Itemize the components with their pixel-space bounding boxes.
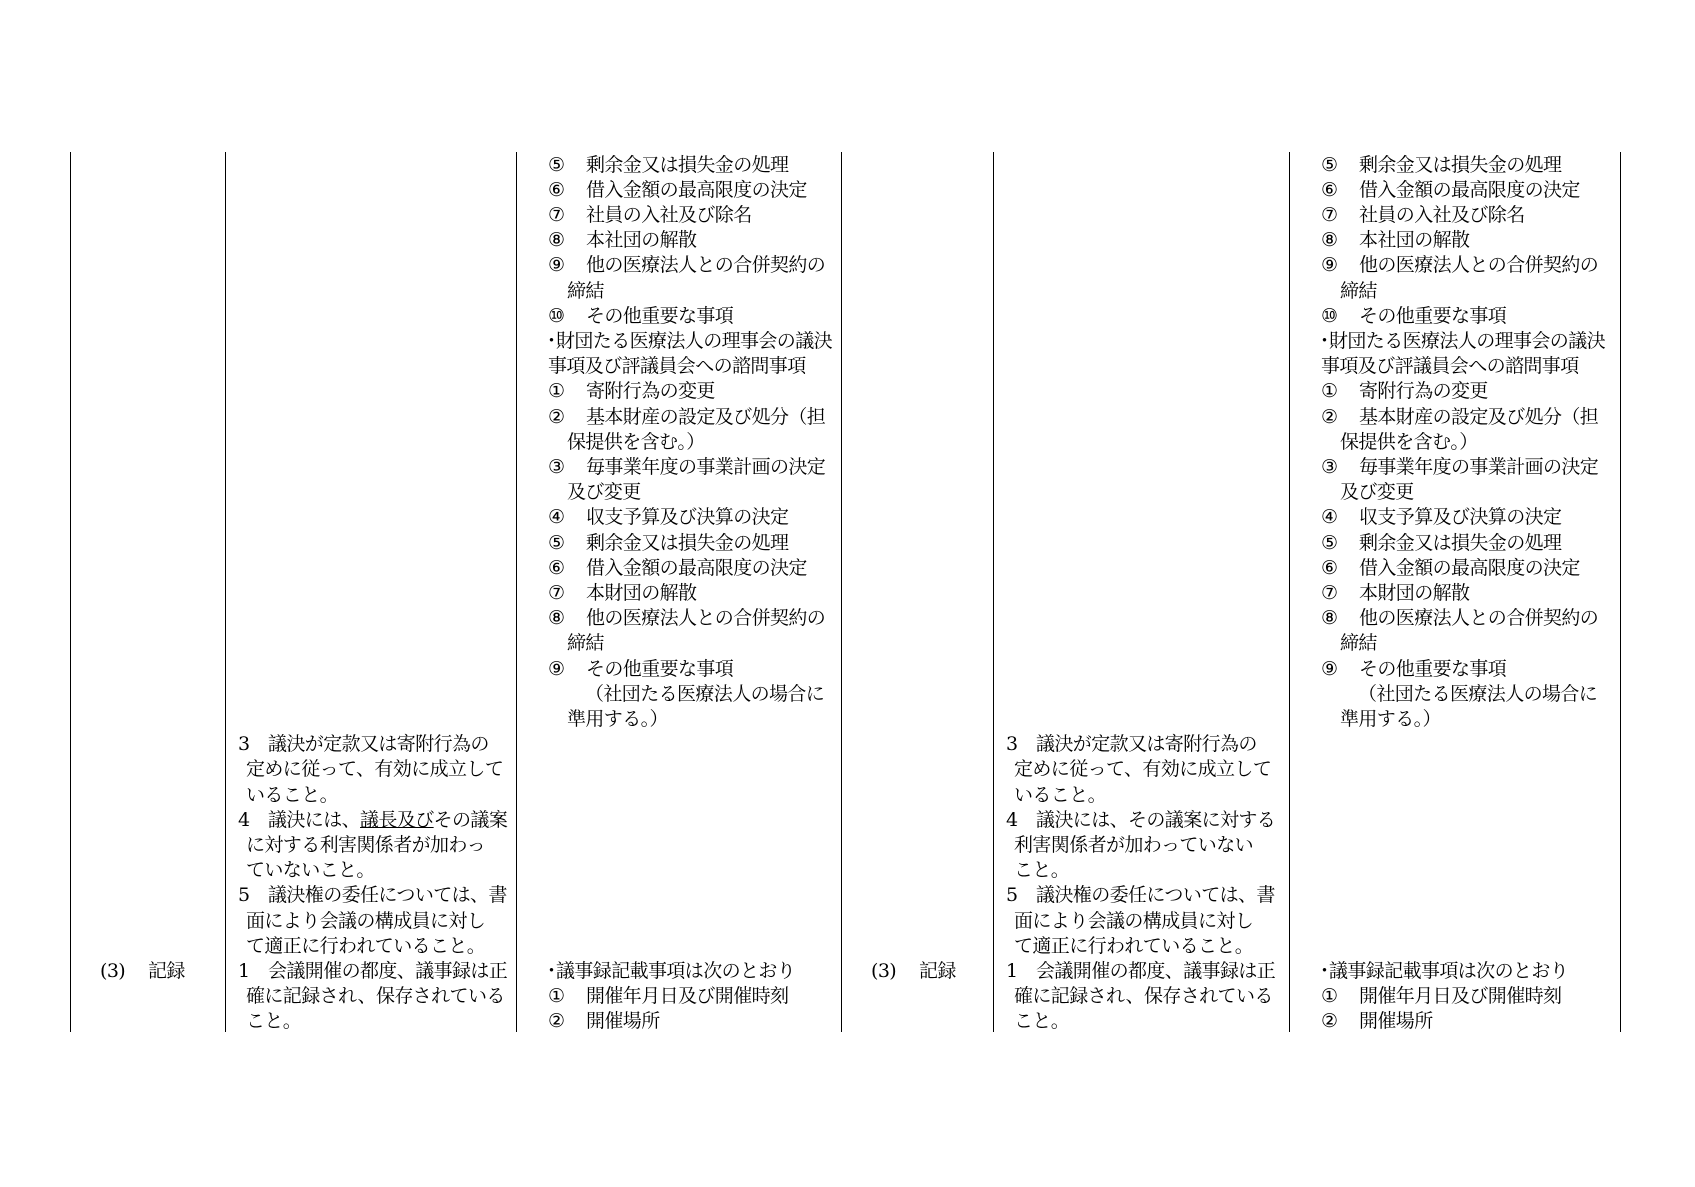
item-text-line: 保提供を含む。） xyxy=(1340,430,1478,453)
item-text-line: て適正に行われていること。 xyxy=(246,934,486,957)
item-text-line: 他の医療法人との合併契約の xyxy=(1359,254,1599,277)
item-text-line: 議決が定款又は寄附行為の xyxy=(268,733,489,756)
item-text-line: 寄附行為の変更 xyxy=(586,380,715,403)
table-column-rule xyxy=(993,152,994,1032)
item-number: ⑤ xyxy=(1321,153,1338,176)
item-number: ③ xyxy=(1321,455,1338,478)
item-number: 5 xyxy=(1006,884,1018,907)
bullet-mark: ・ xyxy=(1315,329,1334,352)
item-text-line: 議決権の委任については、書 xyxy=(1036,884,1275,907)
item-text-line: 借入金額の最高限度の決定 xyxy=(1359,178,1580,201)
item-text-line: 財団たる医療法人の理事会の議決 xyxy=(556,329,833,352)
item-text-line: 記録 xyxy=(148,959,185,982)
item-number: 4 xyxy=(1006,808,1018,831)
item-text-line: 本社団の解散 xyxy=(1359,229,1470,252)
item-number: ② xyxy=(548,1010,565,1033)
item-number: ④ xyxy=(1321,506,1338,529)
item-text-line: その他重要な事項 xyxy=(586,657,734,680)
item-text-line: 定めに従って、有効に成立して xyxy=(1014,758,1272,781)
item-text-line: 剰余金又は損失金の処理 xyxy=(586,153,789,176)
table-column-rule xyxy=(70,152,71,1032)
item-text-line: 剰余金又は損失金の処理 xyxy=(586,531,789,554)
table-column-rule xyxy=(225,152,226,1032)
item-number: ⑦ xyxy=(548,581,565,604)
item-text-line: 事項及び評議員会への諮問事項 xyxy=(1321,355,1579,378)
item-text-line: 毎事業年度の事業計画の決定 xyxy=(586,455,826,478)
item-number: ⑩ xyxy=(548,304,565,327)
item-number: ③ xyxy=(548,455,565,478)
item-text-line: 会議開催の都度、議事録は正 xyxy=(268,959,508,982)
item-text-line: 及び変更 xyxy=(567,481,641,504)
item-number: ② xyxy=(548,405,565,428)
item-text-line: 議決には、議長及びその議案 xyxy=(268,808,508,831)
item-number: ② xyxy=(1321,1010,1338,1033)
item-text-line: いること。 xyxy=(246,783,339,806)
item-text-line: て適正に行われていること。 xyxy=(1014,934,1254,957)
item-number: 5 xyxy=(238,884,250,907)
table-column-rule xyxy=(516,152,517,1032)
underlined-text: 議長及び xyxy=(360,808,434,831)
item-number: ④ xyxy=(548,506,565,529)
item-text-line: 本社団の解散 xyxy=(586,229,697,252)
item-text-line: （社団たる医療法人の場合に xyxy=(585,682,825,705)
item-number: ⑨ xyxy=(1321,657,1338,680)
item-text-line: 締結 xyxy=(1340,632,1377,655)
item-text-line: 借入金額の最高限度の決定 xyxy=(586,556,807,579)
item-text-line: 及び変更 xyxy=(1340,481,1414,504)
item-text-line: 議決権の委任については、書 xyxy=(268,884,507,907)
item-number: ⑨ xyxy=(548,254,565,277)
item-text-line: 面により会議の構成員に対し xyxy=(246,909,486,932)
item-text-line: その他重要な事項 xyxy=(1359,657,1507,680)
item-number: ① xyxy=(1321,380,1338,403)
item-text-line: 準用する。） xyxy=(1340,707,1441,730)
item-text-line: 他の医療法人との合併契約の xyxy=(1359,607,1599,630)
item-number: (3) xyxy=(100,959,126,982)
item-text-line: 基本財産の設定及び処分（担 xyxy=(1359,405,1599,428)
item-number: 1 xyxy=(1006,959,1018,982)
bullet-mark: ・ xyxy=(1315,959,1334,982)
item-text-line: 剰余金又は損失金の処理 xyxy=(1359,153,1562,176)
item-number: ① xyxy=(1321,985,1338,1008)
item-number: ⑨ xyxy=(1321,254,1338,277)
item-text-line: 本財団の解散 xyxy=(586,581,697,604)
item-text-line: 収支予算及び決算の決定 xyxy=(586,506,789,529)
item-text-line: 他の医療法人との合併契約の xyxy=(586,254,826,277)
item-text-line: 開催年月日及び開催時刻 xyxy=(1359,985,1562,1008)
item-number: ⑥ xyxy=(1321,178,1338,201)
item-text-line: 剰余金又は損失金の処理 xyxy=(1359,531,1562,554)
item-text-line: 事項及び評議員会への諮問事項 xyxy=(548,355,806,378)
item-text-line: 財団たる医療法人の理事会の議決 xyxy=(1329,329,1606,352)
item-number: 1 xyxy=(238,959,250,982)
item-number: (3) xyxy=(871,959,897,982)
item-text-line: 利害関係者が加わっていない xyxy=(1014,833,1254,856)
item-number: ⑧ xyxy=(548,607,565,630)
item-number: 3 xyxy=(238,733,250,756)
item-text-line: こと。 xyxy=(1014,1010,1070,1033)
table-column-rule xyxy=(841,152,842,1032)
item-text-line: こと。 xyxy=(246,1010,302,1033)
item-text-line: 借入金額の最高限度の決定 xyxy=(1359,556,1580,579)
item-number: ⑥ xyxy=(548,178,565,201)
item-number: ⑦ xyxy=(1321,203,1338,226)
item-text-line: に対する利害関係者が加わっ xyxy=(246,833,486,856)
item-text-line: 本財団の解散 xyxy=(1359,581,1470,604)
item-text-line: 開催場所 xyxy=(1359,1010,1433,1033)
item-number: ② xyxy=(1321,405,1338,428)
item-text-line: こと。 xyxy=(1014,859,1070,882)
item-number: ① xyxy=(548,380,565,403)
item-text-line: ていないこと。 xyxy=(246,859,375,882)
bullet-mark: ・ xyxy=(542,329,561,352)
item-text-line: 締結 xyxy=(567,632,604,655)
item-number: ⑧ xyxy=(1321,229,1338,252)
item-text-line: 締結 xyxy=(567,279,604,302)
item-number: ⑤ xyxy=(1321,531,1338,554)
item-number: ① xyxy=(548,985,565,1008)
item-text-line: 確に記録され、保存されている xyxy=(246,985,505,1008)
item-text-line: 借入金額の最高限度の決定 xyxy=(586,178,807,201)
item-text-line: 議事録記載事項は次のとおり xyxy=(1329,959,1569,982)
item-number: ⑦ xyxy=(1321,581,1338,604)
item-text-line: 開催場所 xyxy=(586,1010,660,1033)
item-text-line: 面により会議の構成員に対し xyxy=(1014,909,1254,932)
item-number: 3 xyxy=(1006,733,1018,756)
item-text-line: 毎事業年度の事業計画の決定 xyxy=(1359,455,1599,478)
item-number: ⑧ xyxy=(548,229,565,252)
item-text-line: 議事録記載事項は次のとおり xyxy=(556,959,796,982)
item-text-line: 基本財産の設定及び処分（担 xyxy=(586,405,826,428)
item-text-line: 議決が定款又は寄附行為の xyxy=(1036,733,1257,756)
item-number: ⑨ xyxy=(548,657,565,680)
item-number: 4 xyxy=(238,808,250,831)
item-text-line: その他重要な事項 xyxy=(1359,304,1507,327)
item-text-line: 準用する。） xyxy=(567,707,668,730)
item-text-line: いること。 xyxy=(1014,783,1107,806)
table-column-rule xyxy=(1620,152,1621,1032)
item-text-line: 寄附行為の変更 xyxy=(1359,380,1488,403)
item-text-line: 他の医療法人との合併契約の xyxy=(586,607,826,630)
item-number: ⑤ xyxy=(548,153,565,176)
item-number: ⑥ xyxy=(548,556,565,579)
bullet-mark: ・ xyxy=(542,959,561,982)
item-text-line: 記録 xyxy=(919,959,956,982)
item-text-line: 締結 xyxy=(1340,279,1377,302)
item-text-line: 収支予算及び決算の決定 xyxy=(1359,506,1562,529)
item-text-line: 会議開催の都度、議事録は正 xyxy=(1036,959,1276,982)
item-text-line: （社団たる医療法人の場合に xyxy=(1358,682,1598,705)
item-number: ⑤ xyxy=(548,531,565,554)
item-number: ⑧ xyxy=(1321,607,1338,630)
item-number: ⑥ xyxy=(1321,556,1338,579)
item-text-line: その他重要な事項 xyxy=(586,304,734,327)
item-text-line: 社員の入社及び除名 xyxy=(1359,203,1525,226)
item-number: ⑩ xyxy=(1321,304,1338,327)
item-text-line: 議決には、その議案に対する xyxy=(1036,808,1276,831)
item-number: ⑦ xyxy=(548,203,565,226)
item-text-line: 定めに従って、有効に成立して xyxy=(246,758,504,781)
table-column-rule xyxy=(1289,152,1290,1032)
item-text-line: 確に記録され、保存されている xyxy=(1014,985,1273,1008)
item-text-line: 保提供を含む。） xyxy=(567,430,705,453)
item-text-line: 開催年月日及び開催時刻 xyxy=(586,985,789,1008)
item-text-line: 社員の入社及び除名 xyxy=(586,203,752,226)
